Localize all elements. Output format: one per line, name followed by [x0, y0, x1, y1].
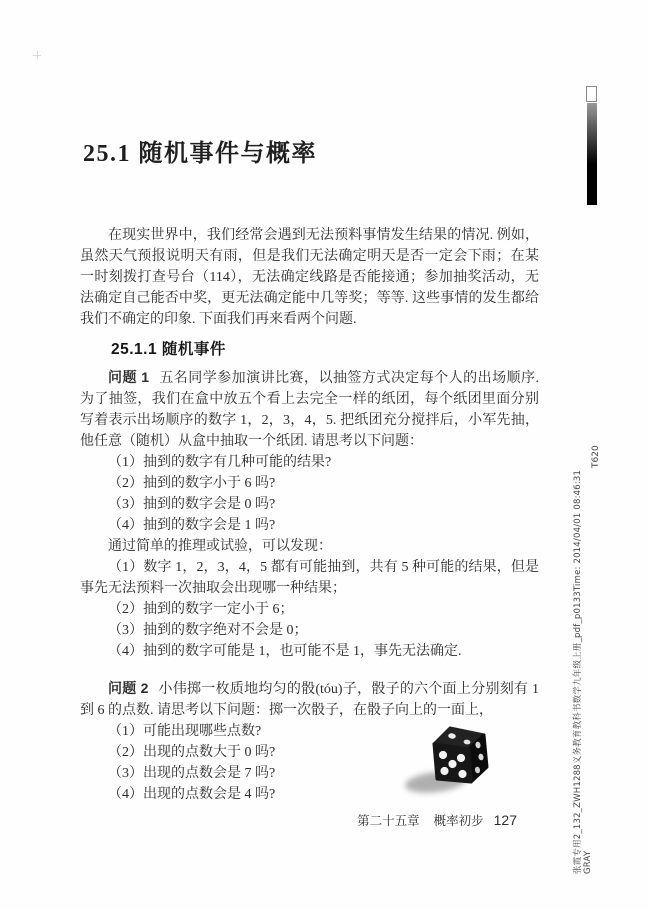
- problem2-question-3: （3）出现的点数会是 7 吗?: [108, 766, 276, 781]
- problem1-question-2: （2）抽到的数字小于 6 吗?: [108, 476, 276, 491]
- footer-section: 概率初步: [433, 814, 484, 828]
- section-heading: 25.1.1 随机事件: [111, 341, 226, 358]
- calibration-gradient-strip: [587, 103, 597, 205]
- finding-1: （1）数字 1，2，3，4，5 都有可能抽到，共有 5 种可能的结果，但是事先无法预料一次抽取会出现哪一种结果；: [80, 560, 539, 596]
- problem2-paragraph: [80, 678, 539, 721]
- problem2-question-4: （4）出现的点数会是 4 吗?: [108, 787, 276, 802]
- findings-lead: 通过简单的推理或试验，可以发现：: [108, 539, 332, 554]
- problem1-question-1: （1）抽到的数字有几种可能的结果?: [108, 455, 332, 470]
- problem1-paragraph: [80, 367, 539, 452]
- scan-code: T620: [591, 445, 601, 468]
- page-footer: [80, 811, 517, 829]
- problem1-question-3: （3）抽到的数字会是 0 吗?: [108, 497, 276, 512]
- footer-chapter: 第二十五章: [357, 814, 420, 828]
- problem1-intro: 五名同学参加演讲比赛，以抽签方式决定每个人的出场顺序. 为了抽签，我们在盒中放五个看上去完全一样的纸团，每个纸团里面分别写着表示出场顺序的数字 1，2，3，4，5. 把纸团充分搅拌后，小军先抽，他任意（随机）从盒中抽取一个纸团. 请思考以下问题：: [80, 371, 539, 449]
- page-title: 25.1 随机事件与概率: [83, 141, 317, 167]
- finding-3: （3）抽到的数字绝对不会是 0；: [108, 623, 308, 638]
- registration-mark: [33, 51, 41, 59]
- calibration-box: [586, 86, 597, 102]
- problem1-label: 问题 1: [108, 369, 150, 385]
- problem2-label: 问题 2: [108, 680, 149, 696]
- scan-gray-label: GRAY: [582, 850, 593, 874]
- intro-paragraph: 在现实世界中，我们经常会遇到无法预料事情发生结果的情况. 例如，虽然天气预报说明天有雨，但是我们无法确定明天是否一定会下雨；在某一时刻拨打查号台（114），无法确定线路是否能接通；参加抽奖活动，无法确定自己能否中奖，更无法确定能中几等奖；等等. 这些事情的发生都给我们不确定的印象. 下面我们再来看两个问题.: [80, 228, 539, 327]
- dice-image: [398, 718, 510, 802]
- problem2-question-1: （1）可能出现哪些点数?: [108, 724, 262, 739]
- finding-2: （2）抽到的数字一定小于 6；: [108, 602, 294, 617]
- problem2-intro: 小伟掷一枚质地均匀的骰(tóu)子，骰子的六个面上分别刻有 1 到 6 的点数. 请思考以下问题：掷一次骰子，在骰子向上的一面上，: [80, 682, 539, 718]
- problem1-question-4: （4）抽到的数字会是 1 吗?: [108, 518, 276, 533]
- scan-watermark-text: 张霞专用2_132_ZWH1288义务教育教科书数学九年级上册_pdf_p0133Time: 2014/04/01 08:46:31: [573, 469, 583, 874]
- finding-4: （4）抽到的数字可能是 1，也可能不是 1，事先无法确定.: [108, 644, 462, 659]
- scan-watermark: [574, 470, 593, 874]
- page-number: 127: [493, 812, 517, 828]
- problem2-question-2: （2）出现的点数大于 0 吗?: [108, 745, 276, 760]
